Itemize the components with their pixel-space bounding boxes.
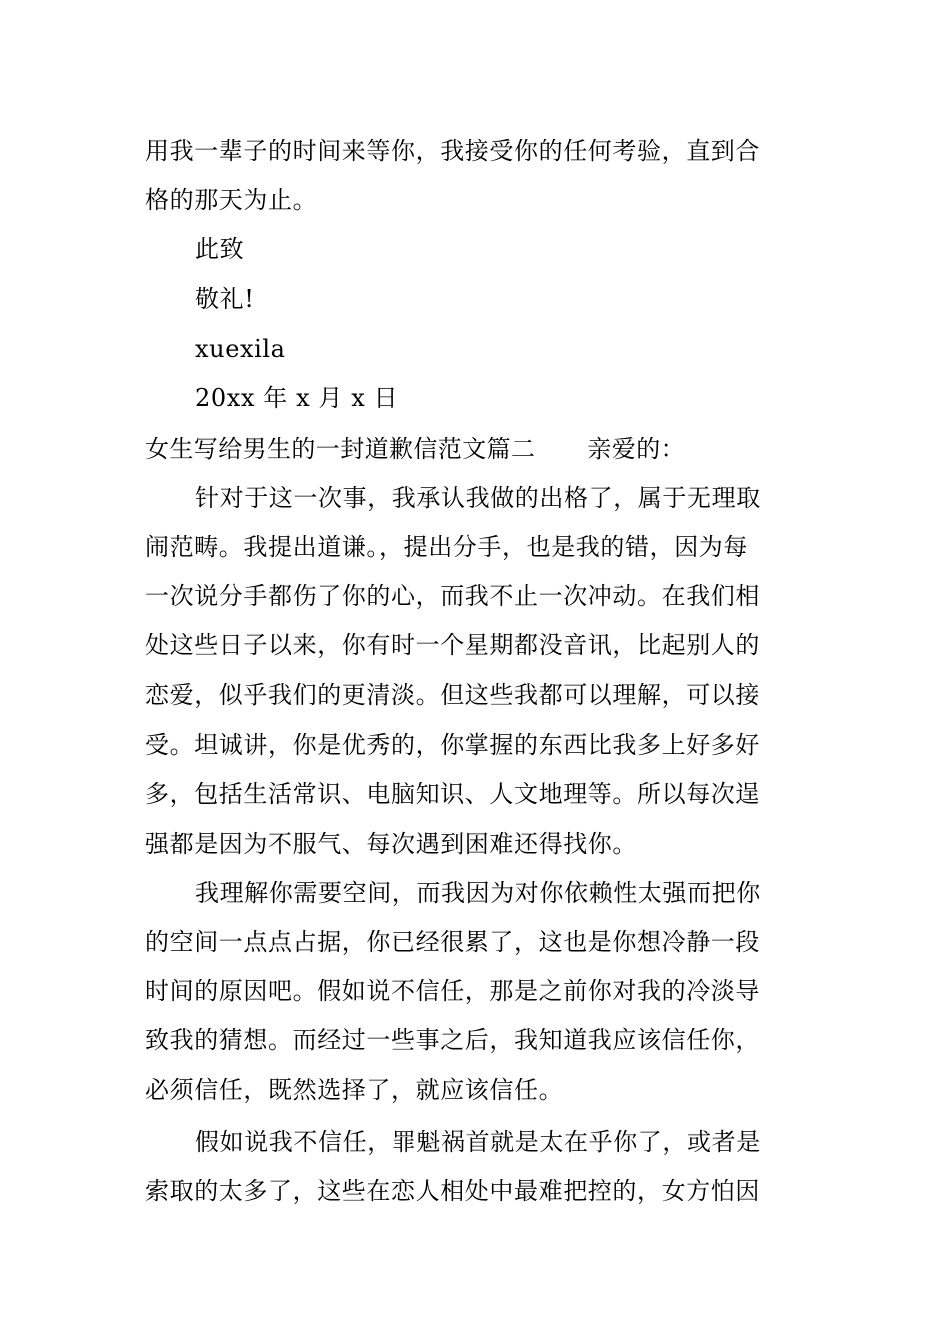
signature: xuexila (195, 335, 286, 363)
salutation: 亲爱的： (587, 435, 686, 463)
closing-phrase: 此致 (195, 235, 245, 263)
paragraph-line: 致我的猜想。而经过一些事之后，我知道我应该信任你， (145, 1026, 760, 1054)
paragraph-line: 恋爱，似乎我们的更清淡。但这些我都可以理解，可以接 (145, 681, 760, 709)
date-line: 20xx 年 x 月 x 日 (195, 384, 399, 412)
paragraph-line: 闹范畴。我提出道谦。，提出分手，也是我的错，因为每 (145, 533, 748, 561)
paragraph-line: 时间的原因吧。假如说不信任，那是之前你对我的冷淡导 (145, 977, 760, 1005)
text-line: 格的那天为止。 (145, 186, 318, 214)
text-line: 用我一辈子的时间来等你，我接受你的任何考验，直到合 (145, 137, 760, 165)
paragraph-line: 索取的太多了，这些在恋人相处中最难把控的，女方怕因 (145, 1177, 760, 1205)
paragraph-line: 针对于这一次事，我承认我做的出格了，属于无理取 (195, 484, 761, 512)
heading-title: 女生写给男生的一封道歉信范文篇二 (145, 435, 536, 463)
paragraph-line: 必须信任，既然选择了，就应该信任。 (145, 1076, 564, 1104)
paragraph-line: 受。坦诚讲，你是优秀的，你掌握的东西比我多上好多好 (145, 731, 760, 759)
paragraph-line: 我理解你需要空间，而我因为对你依赖性太强而把你 (195, 879, 761, 907)
paragraph-line: 一次说分手都伤了你的心，而我不止一次冲动。在我们相 (145, 582, 760, 610)
closing-regards: 敬礼! (195, 285, 255, 313)
paragraph-line: 假如说我不信任，罪魁祸首就是太在乎你了，或者是 (195, 1128, 761, 1156)
paragraph-line: 多，包括生活常识、电脑知识、人文地理等。所以每次逞 (145, 780, 760, 808)
paragraph-line: 处这些日子以来，你有时一个星期都没音讯，比起别人的 (145, 631, 760, 659)
section-heading (145, 434, 810, 464)
paragraph-line: 强都是因为不服气、每次遇到困难还得找你。 (145, 830, 637, 858)
paragraph-line: 的空间一点点占据，你已经很累了，这也是你想冷静一段 (145, 928, 760, 956)
